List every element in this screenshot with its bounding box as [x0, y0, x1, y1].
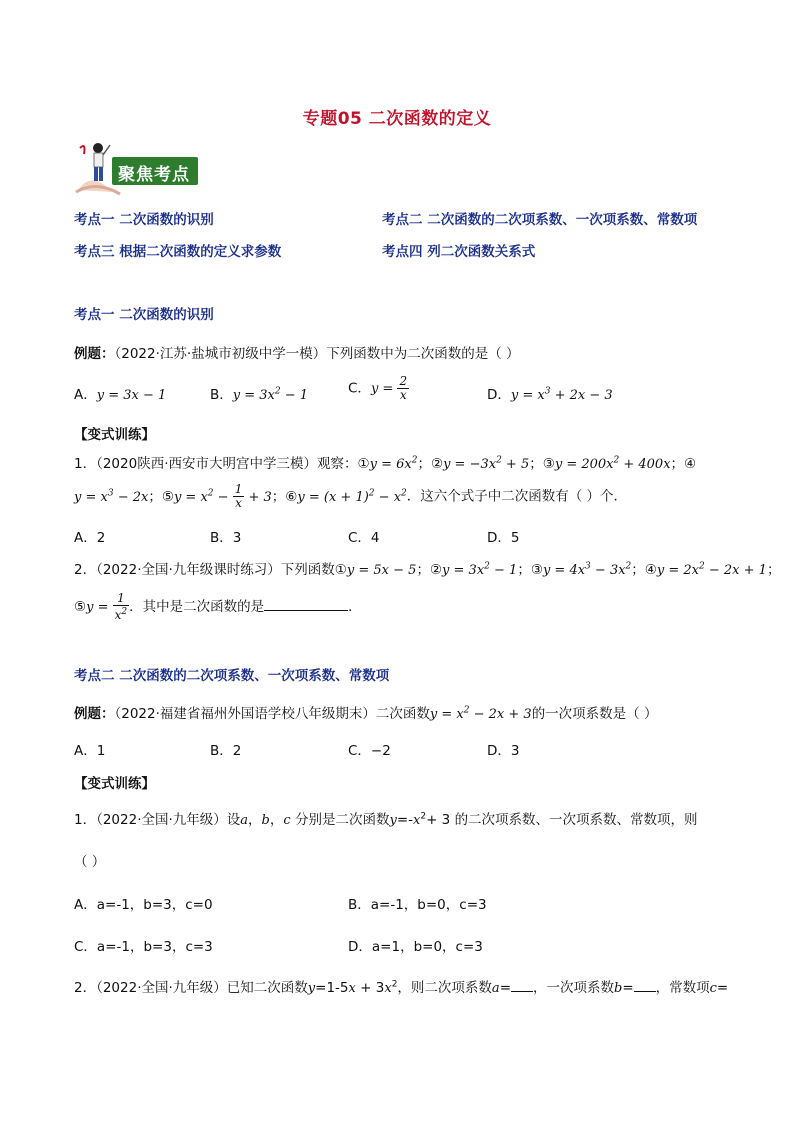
s1-q2-line2	[74, 592, 362, 622]
example-label: 例题：	[74, 346, 115, 362]
s2-option-a: A．1	[74, 743, 106, 759]
option-a-formula: y = 3x − 1	[96, 388, 167, 403]
s2-q2-blank-b[interactable]	[634, 978, 656, 992]
q1-items-2: $y = x^3 - 2x$；⑤y = $x^2$ − $\frac{1}{x}$ + 3；⑥y = $(x + 1)^2 - x^2$	[74, 482, 407, 510]
q2-source: 2．（2022·全国·九年级课时练习）下列函数	[74, 562, 335, 578]
q2-end: ．	[348, 599, 362, 615]
s1-q1-line1	[74, 452, 696, 472]
s2-q2-blank-a[interactable]	[511, 978, 533, 992]
option-b-label: B．	[210, 387, 233, 403]
example2-text: （2022·福建省福州外国语学校八年级期末）二次函数	[114, 706, 430, 722]
s2-practice-heading: 【变式训练】	[74, 776, 155, 792]
s2-q2-text-a: ，则二次项系数	[397, 980, 492, 996]
s2-example	[74, 702, 657, 722]
section1-heading: 考点一 二次函数的识别	[74, 307, 214, 323]
s1-q1-opt-b: B．3	[210, 530, 242, 546]
s1-q2-line1	[74, 558, 780, 578]
s1-q1-opt-a: A．2	[74, 530, 106, 546]
nav-k4[interactable]: 考点四 列二次函数关系式	[382, 244, 536, 260]
example2-label: 例题：	[74, 706, 115, 722]
s1-practice-heading: 【变式训练】	[74, 427, 155, 443]
s2-q1-opt-d: D．a=1，b=0，c=3	[348, 939, 483, 955]
s2-q2-text-c: ，常数项	[655, 980, 710, 996]
page-title: 专题05 二次函数的定义	[302, 109, 492, 129]
example2-question: 的一次项系数是（ ）	[531, 706, 658, 722]
option-d-label: D．	[487, 387, 511, 403]
s1-q1-line2	[74, 483, 627, 510]
s1-option-c	[348, 375, 409, 402]
s2-q2-line: 2．（2022·全国·九年级）已知二次函数$y=1-5x + 3x^2$，则二次项系数a= ，一次项系数b= ，常数项c=	[74, 979, 729, 996]
s2-q2-source: 2．（2022·全国·九年级）已知二次函数	[74, 980, 308, 996]
s1-option-b	[210, 383, 308, 403]
s2-q1-formula: y	[389, 813, 397, 828]
s2-q1-paren: （ ）	[74, 854, 106, 870]
example2-formula: $y = x^2 - 2x + 3$	[429, 705, 532, 722]
s2-option-c: C．−2	[348, 743, 391, 759]
s2-q1-opt-b: B．a=-1，b=0，c=3	[348, 897, 487, 913]
option-b-formula: $y = 3x^2 - 1$	[232, 386, 309, 403]
s2-q1-opt-a: A．a=-1，b=3，c=0	[74, 897, 213, 913]
s2-q1-vars: a	[240, 813, 249, 828]
q1-source: 1．（2020陕西·西安市大明宫中学三模）观察：	[74, 456, 358, 472]
s1-q1-opt-c: C．4	[348, 530, 380, 546]
q2-items-1: ①y = 5x − 5；②y = $3x^2 - 1$；③y = $4x^3 - 3x^2$；④y = $2x^2 - 2x + 1$；	[334, 561, 781, 578]
s2-q1-question: 的二次项系数、一次项系数、常数项，则	[454, 812, 698, 828]
example-text: （2022·江苏·盐城市初级中学一模）下列函数中为二次函数的是（ ）	[114, 346, 520, 362]
badge-text: 聚焦考点	[118, 165, 190, 185]
s1-q1-opt-d: D．5	[487, 530, 520, 546]
option-c-label: C．	[348, 380, 371, 397]
option-d-formula: $y = x^3 + 2x - 3$	[510, 386, 613, 403]
nav-k3[interactable]: 考点三 根据二次函数的定义求参数	[74, 244, 282, 260]
section2-heading: 考点二 二次函数的二次项系数、一次项系数、常数项	[74, 668, 390, 684]
s1-example	[74, 342, 519, 362]
s2-q2-formula: y	[307, 981, 316, 996]
nav-k1[interactable]: 考点一 二次函数的识别	[74, 212, 214, 228]
s2-option-d: D．3	[487, 743, 520, 759]
nav-k2[interactable]: 考点二 二次函数的二次项系数、一次项系数、常数项	[382, 212, 698, 228]
s2-q1-source: 1．（2022·全国·九年级）设	[74, 812, 241, 828]
focus-badge	[72, 140, 202, 196]
s2-option-b: B．2	[210, 743, 242, 759]
option-c-fraction: $\frac{2}{x}$	[399, 374, 408, 402]
s2-q1-opt-c: C．a=-1，b=3，c=3	[74, 939, 213, 955]
s1-option-d	[487, 383, 613, 403]
option-a-label: A．	[74, 387, 97, 403]
s2-q2-text-b: ，一次项系数	[533, 980, 614, 996]
q1-question: ．这六个式子中二次函数有（ ）个．	[406, 488, 628, 505]
option-c-formula: y =	[370, 381, 398, 397]
s2-q1-line1: 1．（2022·全国·九年级）设a，b，c 分别是二次函数$y=-x^2+ 3$ 的二次项系数、一次项系数、常数项，则	[74, 811, 698, 828]
s2-q1-text: 分别是二次函数	[294, 812, 390, 828]
q2-answer-blank[interactable]	[264, 596, 348, 611]
q2-question: ．其中是二次函数的是	[129, 599, 265, 615]
q1-items-1: ①y = $6x^2$；②y = $-3x^2 + 5$；③y = $200x^2 + 400x$；④	[357, 455, 697, 472]
q2-items-2: ⑤y = $\frac{1}{x^2}$	[74, 591, 128, 622]
s1-option-a	[74, 383, 166, 403]
